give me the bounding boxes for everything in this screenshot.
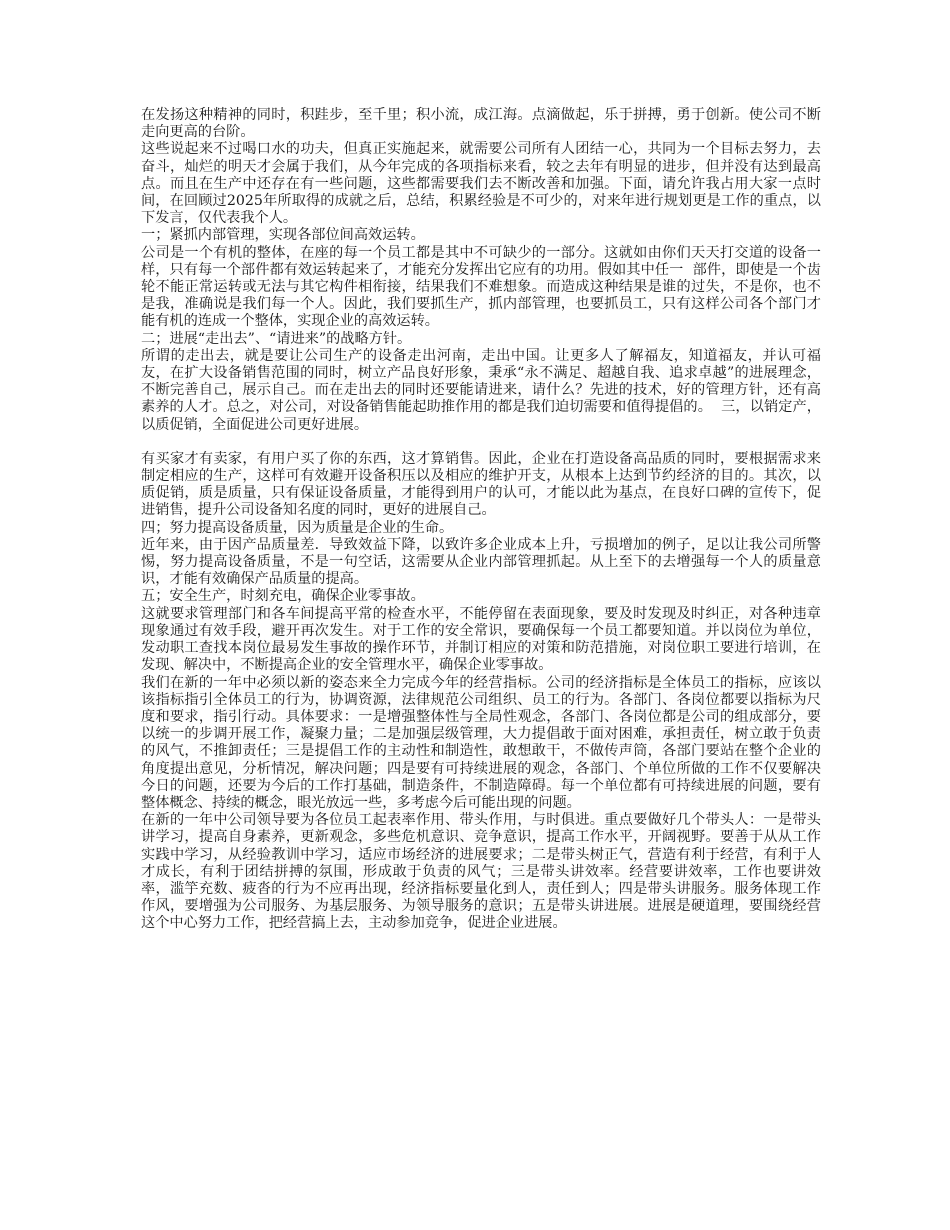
paragraph-internal-management: 公司是一个有机的整体，在座的每一个员工都是其中不可缺少的一部分。这就如由你们天天打交道的设备一样，只有每一个部件都有效运转起来了，才能充分发挥出它应有的功用。假如其中任一 部件，即使是一个齿轮不能正常运转或无法与其它构件相衔接，结果我们不难想象。而造成这种结果是谁的过失，不是你，也不是我，准确说是我们每一个人。因此，我们要抓生产，抓内部管理，也要抓员工，只有这样公司各个部门才能有机的连成一个整体，实现企业的高效运转。 xyxy=(141,244,821,330)
paragraph-review: 这些说起来不过喝口水的功夫，但真正实施起来，就需要公司所有人团结一心，共同为一个目标去努力，去奋斗，灿烂的明天才会属于我们，从今年完成的各项指标来看，较之去年有明显的进步，但并没有达到最高点。而且在生产中还存在有一些问题，这些都需要我们去不断改善和加强。下面，请允许我占用大家一点时间，在回顾过2025年所取得的成就之后，总结，积累经验是不可少的，对来年进行规划更是工作的重点，以下发言，仅代表我个人。 xyxy=(141,141,821,227)
paragraph-safety: 这就要求管理部门和各车间提高平常的检查水平，不能停留在表面现象，要及时发现及时纠正，对各种违章现象通过有效手段，避开再次发生。对于工作的安全常识，要确保每一个员工都要知道。并以岗位为单位，发动职工查找本岗位最易发生事故的操作环节，并制订相应的对策和防范措施，对岗位职工要进行培训，在发现、解决中，不断提高企业的安全管理水平，确保企业零事故。 xyxy=(141,605,821,674)
paragraph-targets: 我们在新的一年中必须以新的姿态来全力完成今年的经营指标。公司的经济指标是全体员工的指标，应该以该指标指引全体员工的行为，协调资源，法律规范公司组织、员工的行为。各部门、各岗位都要以指标为尺度和要求，指引行动。具体要求：一是增强整体性与全局性观念，各部门、各岗位都是公司的组成部分，要以统一的步调开展工作，凝聚力量；二是加强层级管理，大力提倡敢于面对困难，承担责任，树立敢于负责的风气，不推卸责任；三是提倡工作的主动性和制造性，敢想敢干，不做传声筒，各部门要站在整个企业的角度提出意见，分析情况，解决问题；四是要有可持续进展的观念，各部门、个单位所做的工作不仅要解决今日的问题，还要为今后的工作打基础，制造条件，不制造障碍。每一个单位都有可持续进展的问题，要有整体概念、持续的概念，眼光放远一些，多考虑今后可能出现的问题。 xyxy=(141,674,821,811)
document-body xyxy=(141,107,821,933)
heading-five: 五；安全生产，时刻充电，确保企业零事故。 xyxy=(141,588,425,605)
heading-one: 一；紧抓内部管理，实现各部位间高效运转。 xyxy=(141,227,425,244)
paragraph-quality: 近年来，由于因产品质量差．导致效益下降，以致许多企业成本上升，亏损增加的例子，足以让我公司所警惕，努力提高设备质量，不是一句空话，这需要从企业内部管理抓起。从上至下的去增强每一个人的质量意识，才能有效确保产品质量的提高。 xyxy=(141,536,821,588)
paragraph-sales: 有买家才有卖家，有用户买了你的东西，这才算销售。因此，企业在打造设备高品质的同时，要根据需求来制定相应的生产，这样可有效避开设备积压以及相应的维护开支，从根本上达到节约经济的目的。其次，以质促销，质是质量，只有保证设备质量，才能得到用户的认可，才能以此为基点，在良好口碑的宣传下，促进销售，提升公司设备知名度的同时，更好的进展自己。 xyxy=(141,450,821,519)
paragraph-leadership: 在新的一年中公司领导要为各位员工起表率作用、带头作用，与时俱进。重点要做好几个带头人：一是带头讲学习，提高自身素养，更新观念，多些危机意识、竞争意识，提高工作水平，开阔视野。要善于从从工作实践中学习，从经验教训中学习，适应市场经济的进展要求；二是带头树正气，营造有利于经营，有利于人才成长，有利于团结拼搏的氛围，形成敢于负责的风气；三是带头讲效率。经营要讲效率，工作也要讲效率，滥竽充数、疲沓的行为不应再出现，经济指标要量化到人，责任到人；四是带头讲服务。服务体现工作作风，要增强为公司服务、为基层服务、为领导服务的意识；五是带头讲进展。进展是硬道理，要围绕经营这个中心努力工作，把经营搞上去，主动参加竞争，促进企业进展。 xyxy=(141,812,821,932)
heading-two: 二；进展“走出去”、“请进来”的战略方针。 xyxy=(141,330,412,347)
paragraph-intro: 在发扬这种精神的同时，积跬步，至千里；积小流，成江海。点滴做起，乐于拼搏，勇于创新。使公司不断走向更高的台阶。 xyxy=(141,107,821,141)
paragraph-go-out: 所谓的走出去，就是要让公司生产的设备走出河南，走出中国。让更多人了解福友，知道福友，并认可福友，在扩大设备销售范围的同时，树立产品良好形象，秉承“永不满足、超越自我、追求卓越”的进展理念，不断完善自己，展示自己。而在走出去的同时还要能请进来，请什么？先进的技术，好的管理方针，还有高素养的人才。总之，对公司，对设备销售能起助推作用的都是我们迫切需要和值得提倡的。 三，以销定产，以质促销，全面促进公司更好进展。 xyxy=(141,347,821,433)
heading-four: 四；努力提高设备质量，因为质量是企业的生命。 xyxy=(141,519,454,536)
